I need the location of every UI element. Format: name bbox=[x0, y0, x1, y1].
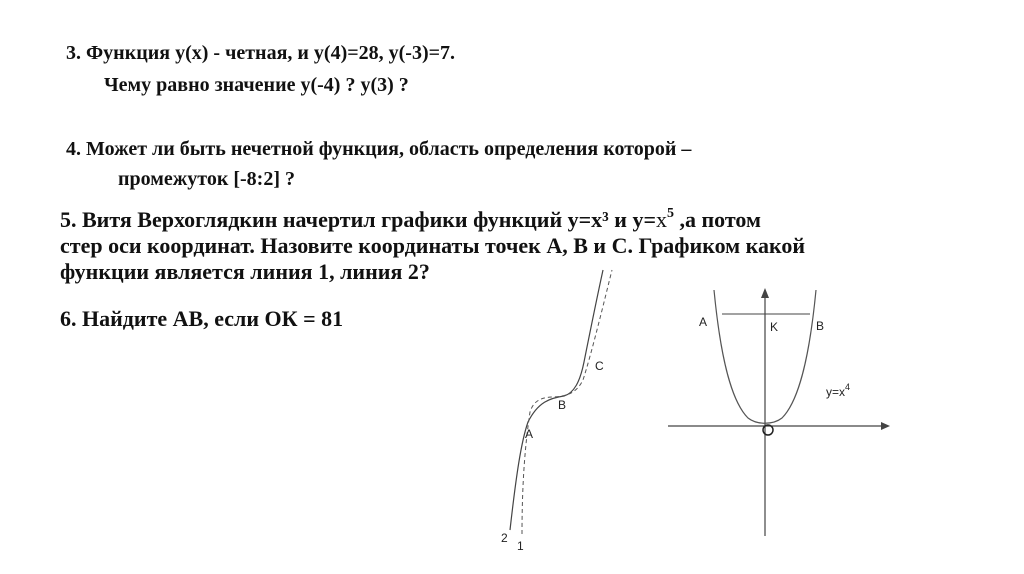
point-label-a: A bbox=[699, 315, 708, 329]
problem-4-line-2: промежуток [-8:2] ? bbox=[118, 168, 295, 190]
problem-5-x5-base: x bbox=[656, 207, 667, 232]
function-label-base: y=x bbox=[826, 385, 846, 399]
problem-6: 6. Найдите АВ, если ОК = 81 bbox=[60, 306, 344, 331]
problem-5-line-3: функции является линия 1, линия 2? bbox=[60, 259, 430, 284]
problem-5-line-2: стер оси координат. Назовите координаты точек А, В и С. Графиком какой bbox=[60, 233, 806, 258]
y-axis-arrow-icon bbox=[761, 288, 769, 298]
x-axis-arrow-icon bbox=[881, 422, 890, 430]
problem-5-x5-exponent: 5 bbox=[667, 205, 674, 221]
problem-4-line-1: 4. Может ли быть нечетной функция, область определения которой – bbox=[66, 138, 692, 160]
line-label-1: 1 bbox=[517, 539, 524, 553]
problem-5-line-1-start: 5. Витя Верхоглядкин начертил графики функций y=x³ и y= bbox=[60, 207, 656, 232]
point-label-a: A bbox=[525, 427, 534, 441]
figure-cubic-quintic bbox=[488, 262, 668, 574]
line-label-2: 2 bbox=[501, 531, 508, 545]
point-label-c: C bbox=[595, 359, 604, 373]
figure-quartic bbox=[664, 282, 900, 540]
point-label-k: K bbox=[770, 320, 779, 334]
point-label-b: B bbox=[816, 319, 825, 333]
function-label-exponent: 4 bbox=[845, 382, 851, 392]
problem-3-line-2: Чему равно значение y(-4) ? y(3) ? bbox=[104, 74, 409, 96]
figure-1-background bbox=[488, 262, 668, 574]
problem-5-line-1-end: ,а потом bbox=[674, 207, 761, 232]
function-label bbox=[826, 382, 850, 399]
problem-3-line-1: 3. Функция y(x) - четная, и y(4)=28, y(-3)=7. bbox=[66, 42, 456, 64]
problem-5-line-1 bbox=[60, 207, 761, 233]
point-label-b: B bbox=[558, 398, 567, 412]
